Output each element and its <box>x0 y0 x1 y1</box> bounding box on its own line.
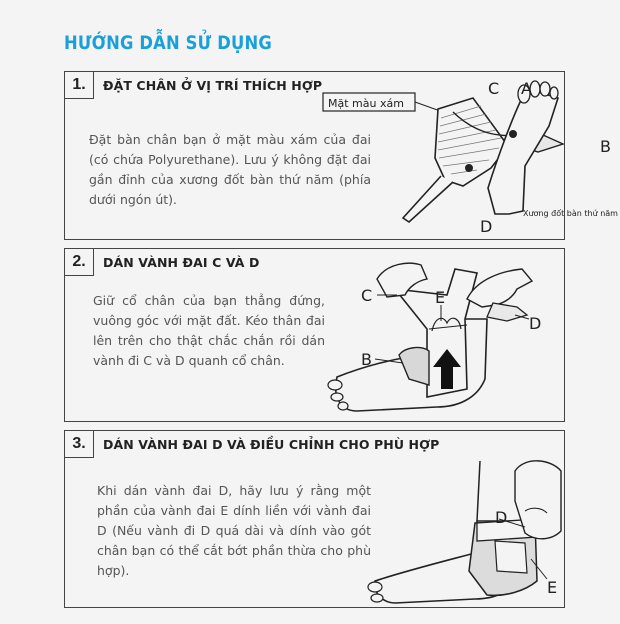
step-3-illustration <box>365 461 563 607</box>
step-2-panel <box>64 248 565 422</box>
step-2-illustration <box>317 259 562 419</box>
label-b: B <box>600 137 611 156</box>
label-d: D <box>529 314 542 333</box>
step-3-header <box>65 431 564 459</box>
step-1-body: Đặt bàn chân bạn ở mặt màu xám của đai (có chứa Polyurethane). Lưu ý không đặt đai gần đỉnh của xương đốt bàn thứ năm (phía dưới ngón út). <box>89 132 371 207</box>
step-2-body: Giữ cổ chân của bạn thẳng đứng, vuông góc với mặt đất. Kéo thân đai lên trên cho thật chắc chắn rồi dán vành đi C và D quanh cổ chân. <box>93 293 325 368</box>
label-c: C <box>488 79 500 98</box>
step-1-illustration <box>313 76 618 236</box>
label-c: C <box>361 286 373 305</box>
label-a: A <box>521 79 532 98</box>
step-3-panel <box>64 430 565 608</box>
label-d: D <box>495 508 508 527</box>
label-gray-side: Mặt màu xám <box>328 97 404 110</box>
step-2-heading: DÁN VÀNH ĐAI C VÀ D <box>103 255 260 270</box>
label-d: D <box>480 217 493 236</box>
label-e: E <box>547 578 558 597</box>
step-3-number: 3. <box>65 431 94 458</box>
step-1-number: 1. <box>65 72 94 99</box>
label-e: E <box>435 288 446 307</box>
page-title: HƯỚNG DẪN SỬ DỤNG <box>64 32 272 54</box>
step-2-number: 2. <box>65 249 94 276</box>
step-3-body: Khi dán vành đai D, hãy lưu ý rằng một phần của vành đai E dính liền với vành đai D (Nếu vành đi D quá dài và dính vào gót chân bạn có thể cắt bớt phần thừa cho phù hợp). <box>97 483 371 578</box>
step-3-heading: DÁN VÀNH ĐAI D VÀ ĐIỀU CHỈNH CHO PHÙ HỢP <box>103 437 440 452</box>
label-b: B <box>361 350 372 369</box>
step-1-heading: ĐẶT CHÂN Ở VỊ TRÍ THÍCH HỢP <box>103 78 323 93</box>
step-1-panel <box>64 71 618 240</box>
label-bone: Xương đốt bàn thứ năm <box>523 209 618 218</box>
